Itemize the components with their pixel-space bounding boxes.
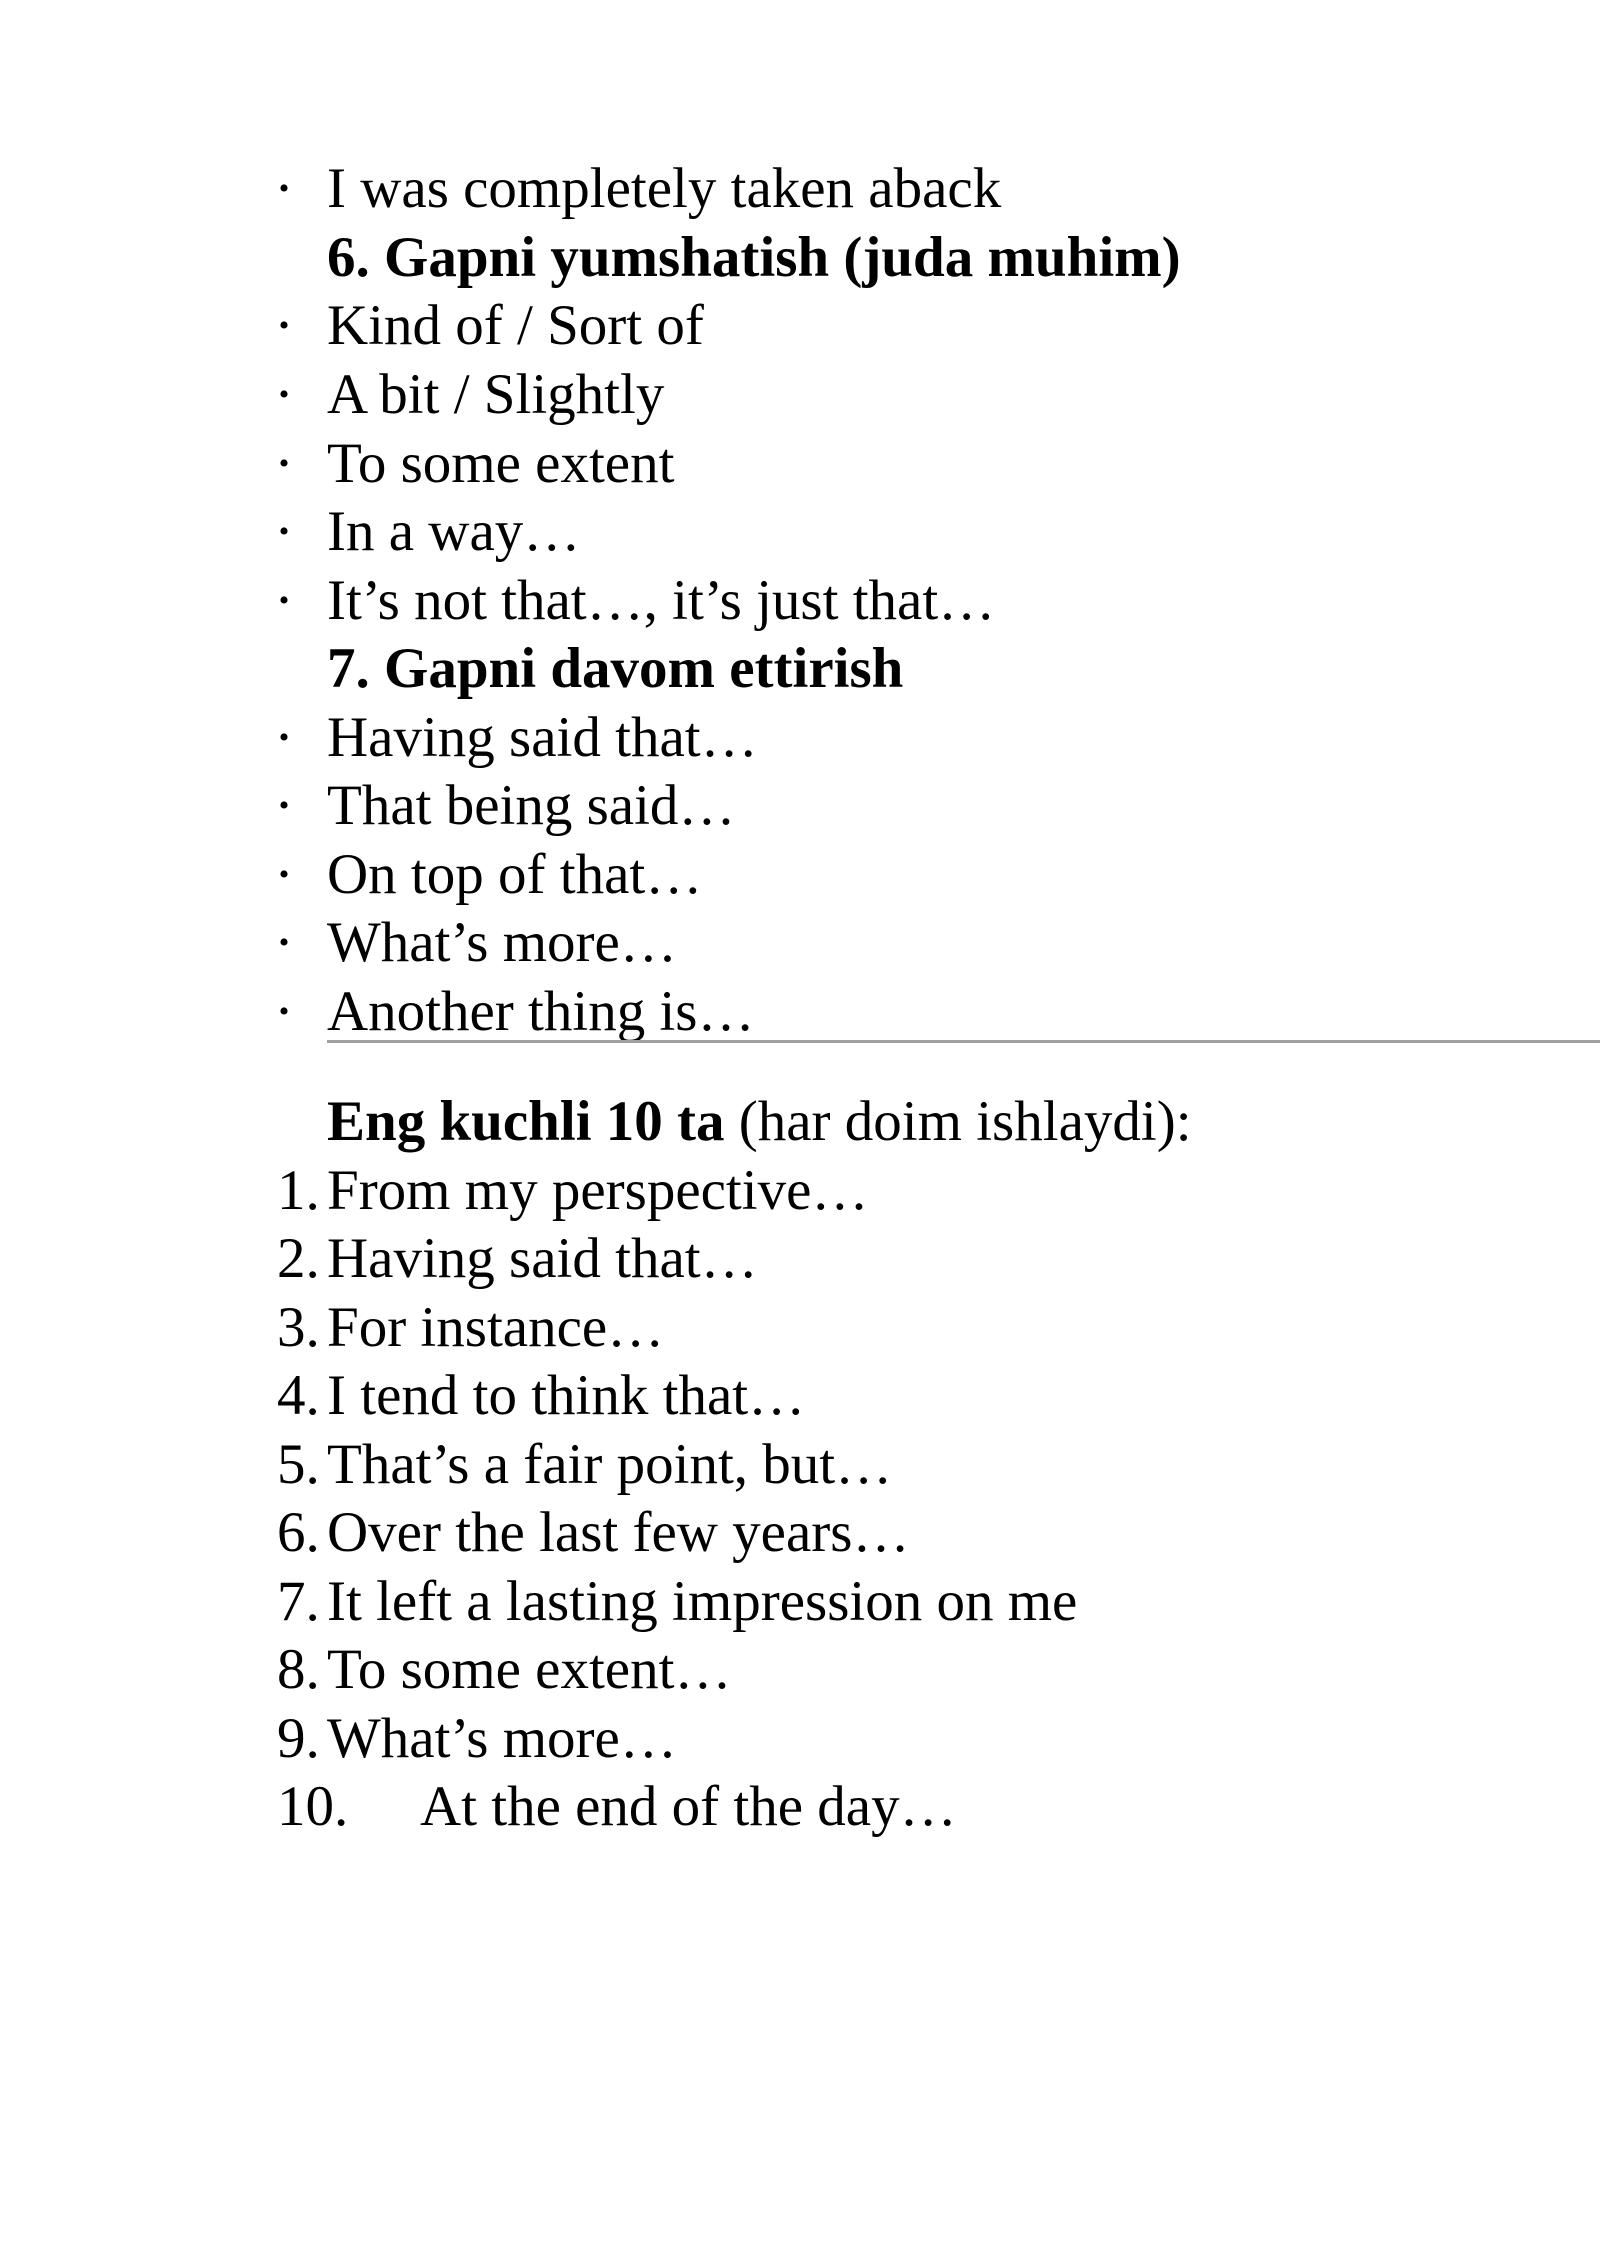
numbered-item-text: It left a lasting impression on me [327,1570,1078,1633]
list-item-text: I was completely taken aback [327,157,1002,220]
bullet-icon: • [278,584,290,617]
list-item-text: On top of that… [327,843,703,906]
bullet-icon: • [278,447,290,480]
list-item-text: Having said that… [327,706,758,769]
bullet-icon: • [278,858,290,891]
bullet-icon: • [278,378,290,411]
section-6-heading: 6. Gapni yumshatish (juda muhim) [327,226,1181,289]
numbered-item-text: From my perspective… [327,1159,869,1222]
item-number: 8. [277,1638,320,1701]
numbered-item-text: Having said that… [327,1227,758,1290]
bullet-icon: • [278,309,290,342]
section-7-heading: 7. Gapni davom ettirish [327,637,904,700]
numbered-item-text: At the end of the day… [420,1775,957,1838]
list-item-text: It’s not that…, it’s just that… [327,569,996,632]
list-item-text: That being said… [327,774,736,837]
numbered-item-text: What’s more… [327,1707,677,1770]
numbered-item-text: For instance… [327,1296,665,1359]
list-item-text: Kind of / Sort of [327,294,704,357]
list-item-text: What’s more… [327,911,677,974]
item-number: 3. [277,1296,320,1359]
top10-heading-rest: (har doim ishlaydi): [724,1090,1192,1153]
item-number: 10. [277,1775,349,1838]
item-number: 7. [277,1570,320,1633]
bullet-icon: • [278,172,290,205]
list-item-text: In a way… [327,500,581,563]
bullet-icon: • [278,789,290,822]
horizontal-divider [327,1040,1600,1043]
numbered-item-text: To some extent… [327,1638,732,1701]
list-item-text: Another thing is… [327,980,755,1043]
numbered-item-text: I tend to think that… [327,1364,806,1427]
list-item-text: A bit / Slightly [327,363,665,426]
numbered-item-text: That’s a fair point, but… [327,1433,893,1496]
item-number: 5. [277,1433,320,1496]
bullet-icon: • [278,926,290,959]
numbered-item-text: Over the last few years… [327,1501,910,1564]
bullet-icon: • [278,995,290,1028]
list-item-text: To some extent [327,432,675,495]
top10-heading [327,1088,1192,1156]
item-number: 2. [277,1227,320,1290]
top10-heading-bold: Eng kuchli 10 ta [327,1090,725,1153]
item-number: 6. [277,1501,320,1564]
bullet-icon: • [278,515,290,548]
item-number: 9. [277,1707,320,1770]
bullet-icon: • [278,721,290,754]
item-number: 1. [277,1159,320,1222]
item-number: 4. [277,1364,320,1427]
